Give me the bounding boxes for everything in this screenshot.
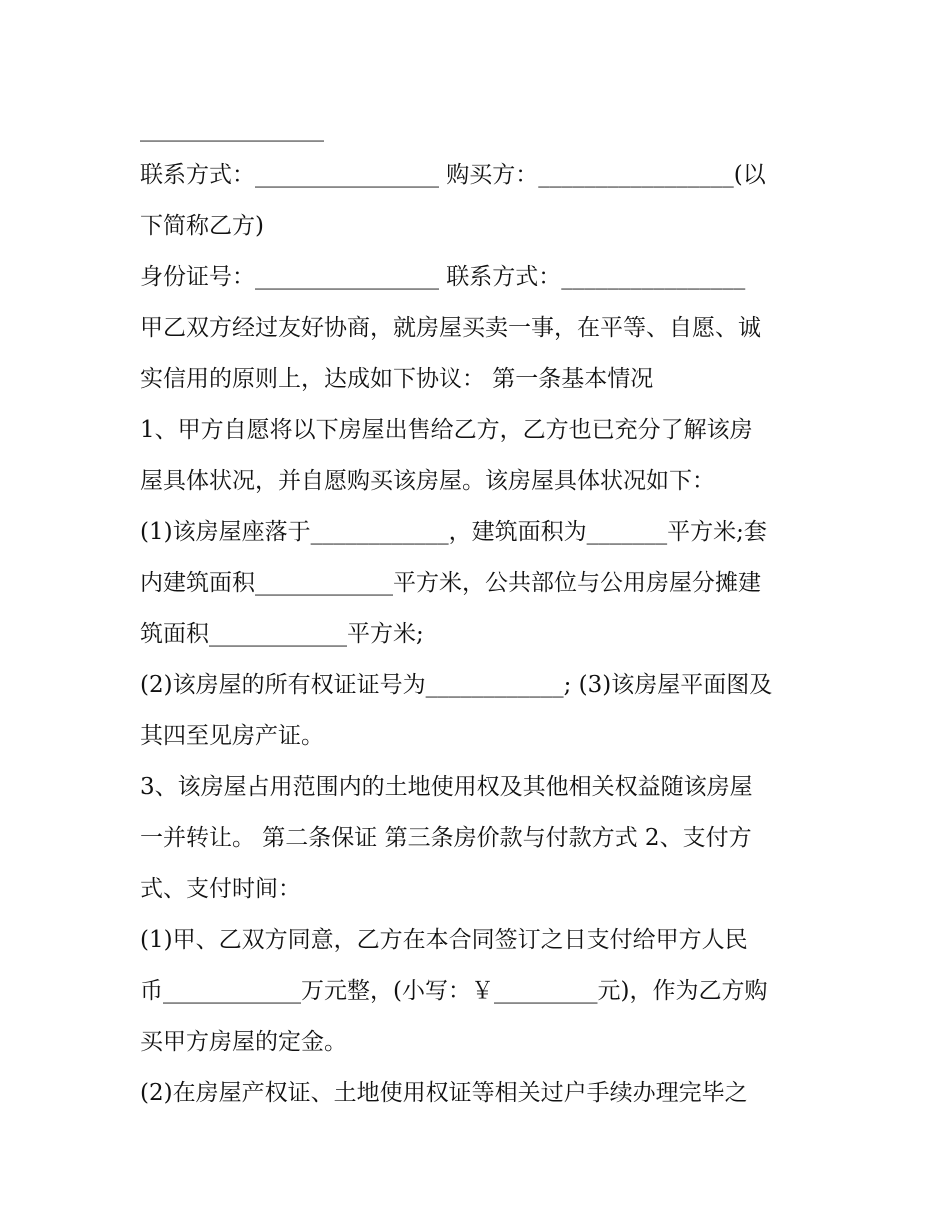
text-line: 1、甲方自愿将以下房屋出售给乙方，乙方也已充分了解该房 [140,417,753,443]
text-line: 其四至见房产证。 [140,723,324,749]
text-line: 筑面积____________平方米; [140,621,424,647]
text-line: (1)该房屋座落于____________，建筑面积为_______平方米;套 [140,519,767,545]
text-line: 联系方式：________________ 购买方：_________________(以 [140,162,766,188]
text-line: 币____________万元整，(小写：￥_________元)，作为乙方购 [140,978,768,1004]
text-line: 实信用的原则上，达成如下协议： 第一条基本情况 [140,366,654,392]
text-line: (1)甲、乙双方同意，乙方在本合同签订之日支付给甲方人民 [140,927,748,953]
text-line: 买甲方房屋的定金。 [140,1029,347,1055]
text-line: 身份证号：________________ 联系方式：________________ [140,264,746,290]
text-line: 屋具体状况，并自愿购买该房屋。该房屋具体状况如下： [140,468,715,494]
text-line: 内建筑面积____________平方米，公共部位与公用房屋分摊建 [140,570,761,596]
text-line: ________________ [140,116,324,142]
text-line: (2)在房屋产权证、土地使用权证等相关过户手续办理完毕之 [140,1080,748,1106]
text-line: (2)该房屋的所有权证证号为____________; (3)该房屋平面图及 [140,672,773,698]
text-line: 一并转让。 第二条保证 第三条房价款与付款方式 2、支付方 [140,825,752,851]
text-line: 3、该房屋占用范围内的土地使用权及其他相关权益随该房屋 [140,774,753,800]
text-line: 甲乙双方经过友好协商，就房屋买卖一事，在平等、自愿、诚 [140,315,761,341]
text-line: 下简称乙方) [140,213,264,239]
text-line: 式、支付时间： [140,876,301,902]
